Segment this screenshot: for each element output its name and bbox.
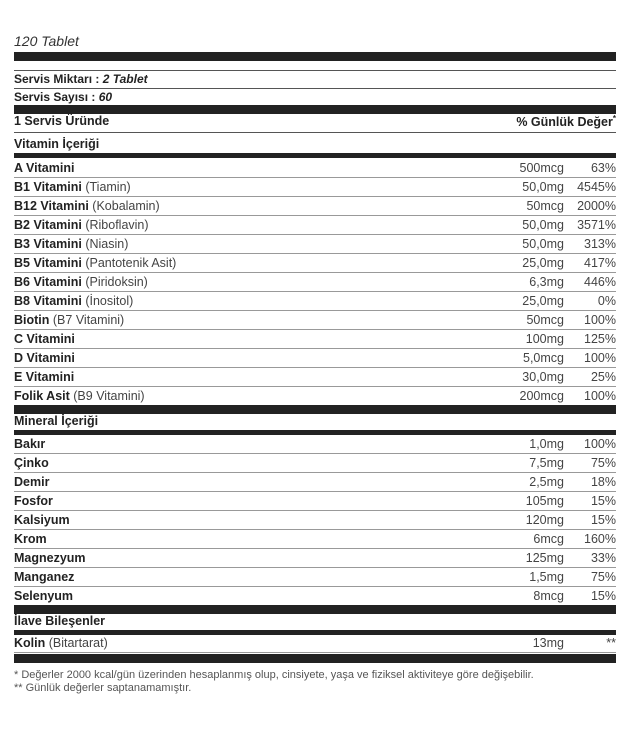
nutrient-row: [14, 273, 616, 292]
nutrient-row: [14, 197, 616, 216]
nutrient-amount: 200mcg: [519, 389, 564, 403]
divider-thick: [14, 605, 616, 614]
nutrient-amount: 1,5mg: [529, 570, 564, 584]
nutrient-daily-value: 25%: [590, 370, 616, 384]
nutrient-name-main: Magnezyum: [14, 551, 86, 565]
nutrient-row: [14, 435, 616, 454]
nutrient-row: [14, 511, 616, 530]
nutrient-daily-value: 33%: [590, 551, 616, 565]
nutrient-amount: 2,5mg: [529, 475, 564, 489]
nutrient-daily-value: 75%: [590, 456, 616, 470]
nutrient-name: [14, 199, 160, 213]
servings-label: Servis Sayısı :: [14, 90, 99, 104]
nutrient-name-detail: (B7 Vitamini): [49, 313, 125, 327]
nutrient-name-main: Selenyum: [14, 589, 74, 603]
per-serving-label: 1 Servis Üründe: [14, 114, 110, 128]
nutrient-row: [14, 568, 616, 587]
nutrient-amount: 120mg: [525, 513, 564, 527]
divider-bottom: [14, 654, 616, 663]
nutrient-name-detail: (Niasin): [81, 237, 129, 251]
mineral-section-title: Mineral İçeriği: [14, 414, 99, 428]
nutrient-name-main: Biotin: [14, 313, 50, 327]
nutrient-row: [14, 492, 616, 511]
nutrient-daily-value: 18%: [590, 475, 616, 489]
divider-line: [14, 132, 616, 133]
vitamin-section-title: Vitamin İçeriği: [14, 137, 100, 151]
footnote-undetermined: ** Günlük değerler saptanamamıştır.: [14, 682, 192, 694]
daily-value-header: % Günlük Değer*: [516, 114, 616, 130]
nutrient-daily-value: 4545%: [577, 180, 616, 194]
nutrient-name: [14, 636, 108, 650]
nutrient-row: [14, 311, 616, 330]
nutrient-name: [14, 237, 128, 251]
divider-thick: [14, 405, 616, 414]
servings-value: 60: [98, 90, 113, 104]
nutrient-name: [14, 351, 75, 365]
nutrient-name-main: C Vitamini: [14, 332, 75, 346]
serving-size-value: 2 Tablet: [102, 72, 148, 86]
nutrient-name: [14, 294, 133, 308]
nutrient-amount: 50mcg: [526, 199, 564, 213]
nutrient-row: [14, 530, 616, 549]
nutrient-name-main: Manganez: [14, 570, 75, 584]
nutrient-name: [14, 389, 145, 403]
nutrient-amount: 30,0mg: [522, 370, 564, 384]
extras-section-title: İlave Bileşenler: [14, 614, 106, 628]
nutrient-name-main: B8 Vitamini: [14, 294, 82, 308]
divider-line: [14, 70, 616, 71]
nutrient-name-detail: (İnositol): [81, 294, 134, 308]
nutrient-row: [14, 254, 616, 273]
nutrient-row: [14, 159, 616, 178]
nutrient-amount: 105mg: [525, 494, 564, 508]
nutrient-name: [14, 437, 45, 451]
footnote-daily-value: * Değerler 2000 kcal/gün üzerinden hesaplanmış olup, cinsiyete, yaşa ve fiziksel aktiviteye göre değişebilir.: [14, 669, 534, 681]
nutrient-name-main: Krom: [14, 532, 47, 546]
divider-top: [14, 52, 616, 61]
nutrient-amount: 50,0mg: [522, 180, 564, 194]
nutrient-amount: 125mg: [525, 551, 564, 565]
nutrient-name: [14, 275, 148, 289]
nutrient-row: [14, 216, 616, 235]
serving-size-label: Servis Miktarı :: [14, 72, 103, 86]
nutrient-daily-value: 313%: [584, 237, 616, 251]
nutrient-name-main: B6 Vitamini: [14, 275, 82, 289]
nutrient-daily-value: 446%: [584, 275, 616, 289]
nutrient-name-main: B1 Vitamini: [14, 180, 82, 194]
nutrient-name-main: D Vitamini: [14, 351, 75, 365]
nutrient-name: [14, 256, 176, 270]
nutrient-name-detail: (Riboflavin): [81, 218, 149, 232]
nutrient-name-main: A Vitamini: [14, 161, 75, 175]
nutrient-row: [14, 292, 616, 311]
nutrient-amount: 6,3mg: [529, 275, 564, 289]
nutrient-name: [14, 370, 74, 384]
nutrient-daily-value: 160%: [584, 532, 616, 546]
nutrient-amount: 500mcg: [519, 161, 564, 175]
nutrient-daily-value: 3571%: [577, 218, 616, 232]
nutrient-daily-value: 100%: [584, 313, 616, 327]
nutrient-name-main: Çinko: [14, 456, 49, 470]
nutrient-row: [14, 473, 616, 492]
nutrient-name-main: B3 Vitamini: [14, 237, 82, 251]
nutrient-row: [14, 330, 616, 349]
nutrient-row: [14, 587, 616, 606]
nutrient-name-main: B5 Vitamini: [14, 256, 82, 270]
nutrient-daily-value: 2000%: [577, 199, 616, 213]
nutrient-name-main: Demir: [14, 475, 50, 489]
nutrient-amount: 50,0mg: [522, 237, 564, 251]
nutrient-daily-value: 0%: [597, 294, 616, 308]
nutrient-name: [14, 180, 131, 194]
nutrient-row: [14, 387, 616, 406]
nutrient-name-main: Fosfor: [14, 494, 53, 508]
nutrient-amount: 50mcg: [526, 313, 564, 327]
nutrient-amount: 100mg: [525, 332, 564, 346]
nutrient-name: [14, 332, 75, 346]
nutrient-name: [14, 475, 49, 489]
nutrient-name-main: B2 Vitamini: [14, 218, 82, 232]
nutrient-amount: 8mcg: [533, 589, 564, 603]
nutrient-daily-value: **: [606, 636, 616, 650]
nutrient-name-main: Bakır: [14, 437, 46, 451]
nutrient-name: [14, 551, 86, 565]
nutrient-row: [14, 454, 616, 473]
nutrient-row: [14, 368, 616, 387]
nutrient-daily-value: 15%: [590, 494, 616, 508]
nutrient-row: [14, 634, 616, 653]
tablet-count: 120 Tablet: [14, 33, 79, 49]
nutrient-name-detail: (Piridoksin): [81, 275, 148, 289]
nutrient-name: [14, 218, 149, 232]
nutrient-amount: 7,5mg: [529, 456, 564, 470]
divider-mid: [14, 153, 616, 158]
nutrient-daily-value: 100%: [584, 389, 616, 403]
nutrient-name: [14, 532, 47, 546]
nutrient-daily-value: 15%: [590, 513, 616, 527]
nutrient-daily-value: 15%: [590, 589, 616, 603]
nutrient-name-main: Kalsiyum: [14, 513, 70, 527]
nutrient-daily-value: 100%: [584, 437, 616, 451]
nutrient-daily-value: 417%: [584, 256, 616, 270]
nutrient-amount: 1,0mg: [529, 437, 564, 451]
nutrient-name: [14, 570, 74, 584]
nutrient-name-detail: (B9 Vitamini): [69, 389, 145, 403]
nutrient-name: [14, 589, 73, 603]
serving-size: [14, 72, 148, 86]
nutrient-name: [14, 313, 124, 327]
nutrient-row: [14, 549, 616, 568]
nutrient-name: [14, 161, 74, 175]
nutrient-name: [14, 456, 49, 470]
nutrient-name-main: B12 Vitamini: [14, 199, 89, 213]
nutrient-amount: 5,0mcg: [523, 351, 564, 365]
nutrient-row: [14, 235, 616, 254]
table-header: [14, 114, 616, 128]
nutrient-amount: 25,0mg: [522, 294, 564, 308]
nutrient-row: [14, 349, 616, 368]
nutrient-daily-value: 100%: [584, 351, 616, 365]
nutrient-name-main: Folik Asit: [14, 389, 70, 403]
nutrient-name-detail: (Kobalamin): [88, 199, 160, 213]
nutrient-daily-value: 75%: [590, 570, 616, 584]
nutrient-name-detail: (Tiamin): [81, 180, 131, 194]
nutrient-name-main: Kolin: [14, 636, 46, 650]
nutrient-amount: 6mcg: [533, 532, 564, 546]
divider-thick: [14, 105, 616, 114]
nutrient-row: [14, 178, 616, 197]
row-divider: [14, 652, 616, 653]
nutrient-name-detail: (Pantotenik Asit): [81, 256, 177, 270]
nutrient-name: [14, 494, 53, 508]
nutrient-amount: 13mg: [532, 636, 564, 650]
nutrient-name-main: E Vitamini: [14, 370, 75, 384]
nutrient-name-detail: (Bitartarat): [45, 636, 108, 650]
nutrient-name: [14, 513, 70, 527]
nutrient-amount: 50,0mg: [522, 218, 564, 232]
nutrient-daily-value: 125%: [584, 332, 616, 346]
divider-line: [14, 88, 616, 89]
nutrient-amount: 25,0mg: [522, 256, 564, 270]
servings-count: [14, 90, 112, 104]
nutrient-daily-value: 63%: [590, 161, 616, 175]
